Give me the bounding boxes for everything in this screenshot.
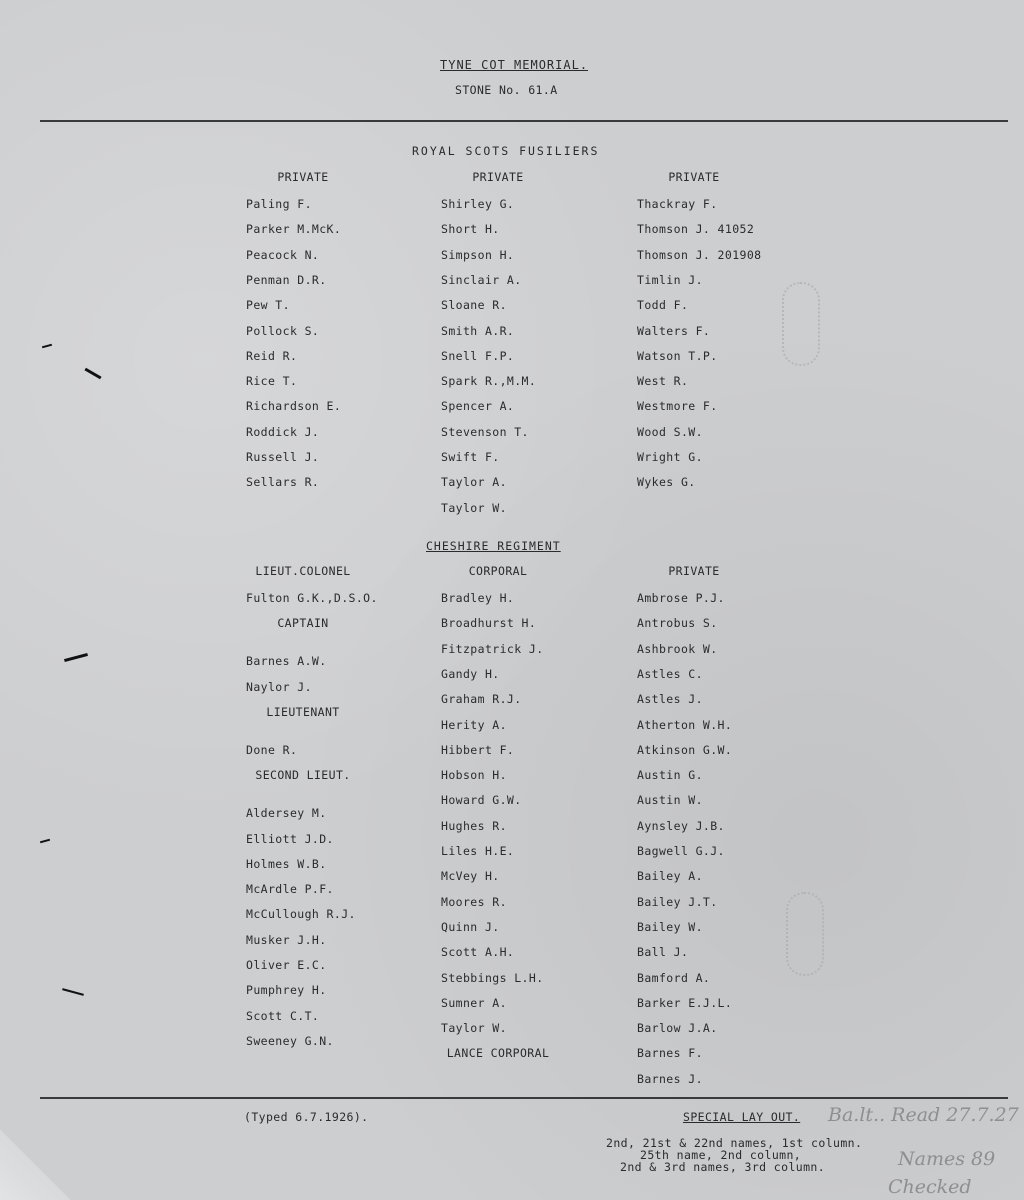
name-entry: Taylor W.	[441, 500, 507, 515]
name-entry: McArdle P.F.	[246, 882, 334, 897]
name-entry: Holmes W.B.	[246, 856, 327, 871]
name-entry: Richardson E.	[246, 399, 342, 414]
rank-heading: PRIVATE	[472, 170, 524, 184]
rank-heading: LANCE CORPORAL	[446, 1046, 550, 1061]
name-entry: Smith A.R.	[441, 323, 515, 338]
name-entry: Scott C.T.	[246, 1008, 320, 1023]
name-entry: Spencer A.	[441, 399, 515, 414]
name-entry: Graham R.J.	[441, 692, 522, 707]
name-entry: Bailey A.	[637, 869, 703, 884]
name-entry: Ball J.	[637, 945, 689, 960]
name-entry: Snell F.P.	[441, 348, 515, 363]
name-entry: Simpson H.	[441, 247, 515, 262]
name-entry: West R.	[637, 374, 689, 389]
name-entry: Oliver E.C.	[246, 958, 327, 972]
name-entry: Barnes F.	[637, 1046, 703, 1061]
name-entry: Howard G.W.	[441, 793, 522, 808]
rank-heading: CORPORAL	[468, 564, 528, 578]
name-entry: Elliott J.D.	[246, 831, 334, 846]
handwritten-note: Ba.lt.. Read 27.7.27	[828, 1104, 1019, 1126]
name-entry: Barnes J.	[637, 1071, 703, 1086]
faded-stamp	[786, 892, 824, 976]
regiment-name: ROYAL SCOTS FUSILIERS	[412, 144, 600, 158]
name-entry: Musker J.H.	[246, 932, 327, 947]
footer-rule	[40, 1097, 1008, 1099]
name-entry: Bamford A.	[637, 970, 711, 985]
name-entry: Sinclair A.	[441, 272, 522, 287]
name-entry: Stebbings L.H.	[441, 970, 544, 985]
typed-date: (Typed 6.7.1926).	[244, 1110, 369, 1124]
memorial-title: TYNE COT MEMORIAL.	[440, 58, 589, 72]
name-entry: Wright G.	[637, 450, 703, 464]
name-entry: Westmore F.	[637, 399, 718, 414]
name-entry: McCullough R.J.	[246, 907, 356, 922]
name-entry: Herity A.	[441, 717, 507, 732]
name-entry: Todd F.	[637, 298, 689, 313]
name-entry: Reid R.	[246, 348, 298, 363]
ink-mark	[42, 344, 52, 349]
name-entry: Pumphrey H.	[246, 983, 327, 998]
name-entry: Peacock N.	[246, 247, 320, 262]
name-entry: Liles H.E.	[441, 844, 515, 858]
name-entry: Hughes R.	[441, 818, 507, 833]
special-layout-line: 2nd & 3rd names, 3rd column.	[620, 1160, 826, 1174]
name-entry: Parker M.McK.	[246, 222, 342, 237]
special-layout-line: 2nd, 21st & 22nd names, 1st column.	[606, 1136, 863, 1150]
rank-heading: PRIVATE	[668, 170, 720, 184]
name-entry: Watson T.P.	[637, 348, 718, 363]
name-entry: Sloane R.	[441, 298, 507, 313]
rank-heading: PRIVATE	[277, 170, 329, 184]
name-entry: Pew T.	[246, 298, 290, 313]
name-entry: Paling F.	[246, 197, 312, 211]
name-entry: Rice T.	[246, 374, 298, 389]
rank-heading: CAPTAIN	[277, 616, 329, 631]
name-entry: Thackray F.	[637, 197, 718, 211]
name-entry: Thomson J. 201908	[637, 247, 762, 262]
ink-mark	[62, 988, 84, 996]
name-entry: Astles C.	[637, 666, 703, 681]
header-rule	[40, 120, 1008, 122]
name-entry: Fulton G.K.,D.S.O.	[246, 591, 378, 605]
faded-stamp	[782, 282, 820, 366]
name-entry: Barnes A.W.	[246, 654, 327, 669]
name-entry: Roddick J.	[246, 424, 320, 439]
name-entry: Pollock S.	[246, 323, 320, 338]
name-entry: Sumner A.	[441, 995, 507, 1010]
name-entry: Taylor W.	[441, 1021, 507, 1036]
name-entry: McVey H.	[441, 869, 500, 884]
name-entry: Swift F.	[441, 450, 500, 464]
name-entry: Antrobus S.	[637, 616, 718, 631]
name-entry: Scott A.H.	[441, 945, 515, 960]
stone-number: STONE No. 61.A	[455, 83, 558, 97]
name-entry: Bagwell G.J.	[637, 844, 725, 858]
name-entry: Short H.	[441, 222, 500, 237]
name-entry: Moores R.	[441, 894, 507, 909]
folded-corner	[0, 1130, 70, 1200]
ink-mark	[64, 653, 88, 662]
handwritten-note: Names 89	[898, 1148, 996, 1170]
name-entry: Astles J.	[637, 692, 703, 707]
name-entry: Wykes G.	[637, 475, 696, 490]
name-entry: Austin G.	[637, 768, 703, 783]
name-entry: Timlin J.	[637, 272, 703, 287]
name-entry: Penman D.R.	[246, 272, 327, 287]
name-entry: Walters F.	[637, 323, 711, 338]
name-entry: Spark R.,M.M.	[441, 374, 537, 389]
rank-heading: PRIVATE	[668, 564, 720, 578]
name-entry: Bradley H.	[441, 591, 515, 605]
name-entry: Hibbert F.	[441, 742, 515, 757]
name-entry: Aynsley J.B.	[637, 818, 725, 833]
name-entry: Quinn J.	[441, 919, 500, 934]
name-entry: Shirley G.	[441, 197, 515, 211]
name-entry: Ashbrook W.	[637, 641, 718, 656]
name-entry: Russell J.	[246, 450, 320, 464]
regiment-name: CHESHIRE REGIMENT	[426, 539, 561, 553]
special-layout-title: SPECIAL LAY OUT.	[683, 1110, 801, 1124]
name-entry: Atherton W.H.	[637, 717, 733, 732]
name-entry: Naylor J.	[246, 679, 312, 694]
name-entry: Ambrose P.J.	[637, 591, 725, 605]
rank-heading: LIEUTENANT	[266, 704, 340, 719]
name-entry: Bailey J.T.	[637, 894, 718, 909]
name-entry: Barker E.J.L.	[637, 995, 733, 1010]
name-entry: Gandy H.	[441, 666, 500, 681]
name-entry: Fitzpatrick J.	[441, 641, 544, 656]
name-entry: Sellars R.	[246, 475, 320, 490]
name-entry: Broadhurst H.	[441, 616, 537, 631]
rank-heading: LIEUT.COLONEL	[255, 564, 351, 578]
name-entry: Taylor A.	[441, 475, 507, 490]
handwritten-note: Checked	[888, 1176, 972, 1198]
ink-mark	[84, 368, 101, 380]
name-entry: Thomson J. 41052	[637, 222, 755, 237]
name-entry: Austin W.	[637, 793, 703, 808]
name-entry: Done R.	[246, 742, 298, 757]
name-entry: Aldersey M.	[246, 806, 327, 821]
name-entry: Stevenson T.	[441, 424, 529, 439]
rank-heading: SECOND LIEUT.	[255, 768, 351, 783]
name-entry: Sweeney G.N.	[246, 1033, 334, 1048]
ink-mark	[40, 839, 50, 844]
name-entry: Wood S.W.	[637, 424, 703, 439]
name-entry: Hobson H.	[441, 768, 507, 783]
name-entry: Bailey W.	[637, 919, 703, 934]
name-entry: Barlow J.A.	[637, 1021, 718, 1036]
special-layout-line: 25th name, 2nd column,	[640, 1148, 802, 1162]
name-entry: Atkinson G.W.	[637, 742, 733, 757]
